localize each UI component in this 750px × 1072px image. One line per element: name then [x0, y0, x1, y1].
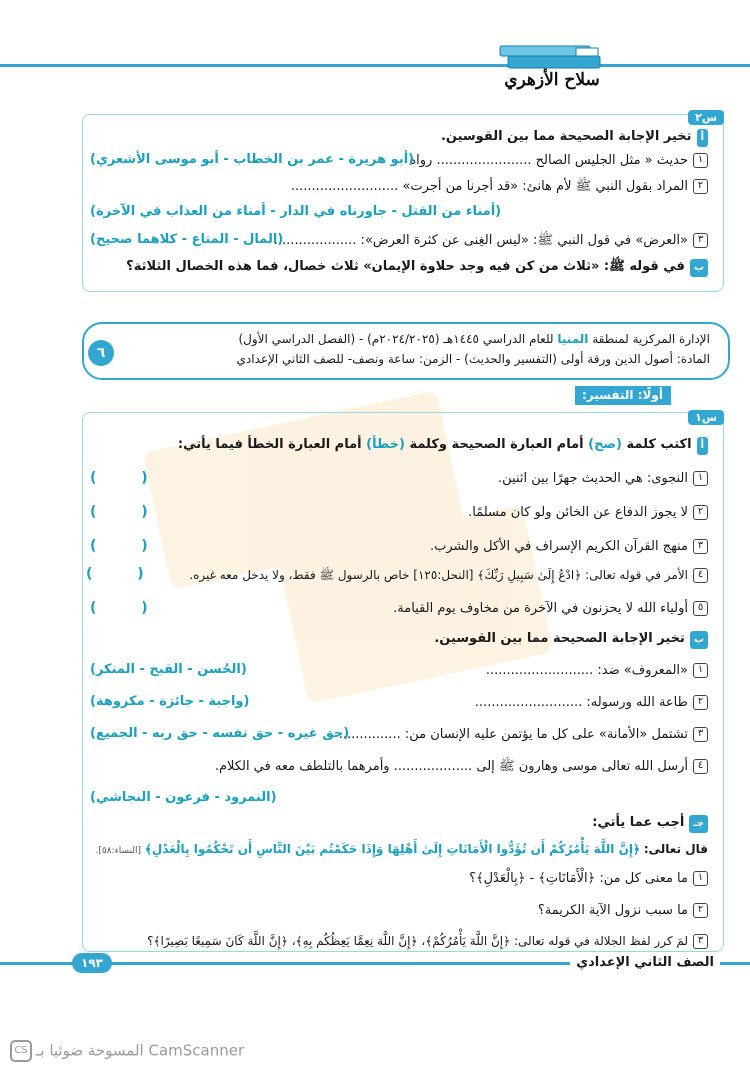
sub-question-title: بتخير الإجابة الصحيحة مما بين القوسين.: [434, 630, 708, 649]
sub-question-b: بفي قوله ﷺ: «ثلاث من كن فيه وجد حلاوة الإيمان» ثلاث خصال، فما هذه الخصال الثلاثة؟: [126, 258, 708, 277]
choice-item: ١«المعروف» ضد: ..........................: [486, 662, 708, 680]
answer-options: (المال - المتاع - كلاهما صحيح): [90, 232, 284, 247]
answer-item: ٣لمَ كرر لفظ الجلالة في قوله تعالى: ﴿إِنَّ اللَّهَ يَأْمُرُكُمْ﴾، ﴿إِنَّ اللَّهَ نِعِمَّا يَعِظُكُم بِهِ﴾، ﴿إِنَّ اللَّهَ كَانَ سَمِيعًا بَصِيرًا﴾؟: [147, 932, 708, 950]
answer-blank[interactable]: ( ): [90, 600, 168, 616]
sub-question-title: جـأجب عما يأتي:: [592, 814, 708, 833]
footer-grade: الصف الثاني الإعدادي: [570, 955, 720, 970]
brand-logo: [494, 42, 610, 94]
verse-line: قال تعالى: ﴿إِنَّ اللَّهَ يَأْمُرُكُمْ أَن تُؤَدُّوا الْأَمَانَاتِ إِلَىٰ أَهْلِهَا وَإِذَا حَكَمْتُم بَيْنَ النَّاسِ أَن تَحْكُمُوا بِالْعَدْلِ﴾ [النساء:٥٨].: [95, 842, 708, 856]
question-label: س٢: [688, 110, 724, 125]
brand-title: سلاح الأزهري: [504, 70, 600, 90]
answer-options: (حق غيره - حق نفسه - حق ربه - الجميع): [90, 726, 350, 741]
answer-options: (أبو هريرة - عمر بن الخطاب - أبو موسى الأشعري): [90, 152, 415, 167]
answer-item: ٢ما سبب نزول الآية الكريمة؟: [538, 902, 708, 920]
statement-item: ١النجوى: هي الحديث جهرًا بين اثنين.: [498, 470, 708, 488]
list-item: ٢المراد بقول النبي ﷺ لأم هانئ: «قد أجرنا من أجرت» ..........................: [291, 178, 708, 196]
answer-blank[interactable]: ( ): [86, 566, 164, 582]
choice-item: ٣تشتمل «الأمانة» على كل ما يؤتمن عليه الإنسان من: ...............: [339, 726, 708, 744]
statement-item: ٥أولياء الله لا يحزنون في الآخرة من مخاوف يوم القيامة.: [393, 600, 708, 618]
sub-question-title: أتخير الإجابة الصحيحة مما بين القوسين.: [441, 128, 708, 147]
exam-number-badge: ٦: [88, 340, 114, 366]
section-title: أولًا: التفسير:: [575, 386, 671, 405]
sub-question-title: أاكتب كلمة (صح) أمام العبارة الصحيحة وكلمة (خطأ) أمام العبارة الخطأ فيما يأتي:: [178, 436, 708, 455]
statement-item: ٤الأمر في قوله تعالى: ﴿ادْعُ إِلَىٰ سَبِيلِ رَبِّكَ﴾ [النحل:١٢٥] خاص بالرسول ﷺ فقط، ولا يدخل معه غيره.: [189, 566, 708, 584]
list-item: ١حديث « مثل الجليس الصالح ....................... رواه: [409, 152, 708, 170]
answer-options: (واجبة - جائزة - مكروهة): [90, 694, 250, 709]
exam-line-1: الإدارة المركزية لمنطقة المنيا للعام الدراسي ١٤٤٥هـ (٢٠٢٤/٢٠٢٥م) - (الفصل الدراسي الأول): [238, 332, 710, 346]
choice-item: ٤أرسل الله تعالى موسى وهارون ﷺ إلى ................... وأمرهما بالتلطف معه في الكلام.: [215, 758, 708, 776]
exam-line-2: المادة: أصول الدين ورقة أولى (التفسير والحديث) - الزمن: ساعة ونصف- للصف الثاني الإعدادي: [236, 352, 710, 366]
answer-options: (النمرود - فرعون - النجاشي): [90, 790, 277, 805]
answer-blank[interactable]: ( ): [90, 504, 168, 520]
statement-item: ٣منهج القرآن الكريم الإسراف في الأكل والشرب.: [430, 538, 708, 556]
camscanner-icon: CS: [10, 1040, 32, 1062]
answer-blank[interactable]: ( ): [90, 470, 168, 486]
scanner-watermark: [10, 1040, 244, 1062]
books-icon: [494, 42, 610, 72]
answer-blank[interactable]: ( ): [90, 538, 168, 554]
page-number: ١٩٣: [72, 953, 112, 973]
statement-item: ٢لا يجوز الدفاع عن الخائن ولو كان مسلمًا.: [468, 504, 708, 522]
sub-question-marker: أ: [697, 129, 708, 147]
question-label: س١: [688, 410, 724, 425]
choice-item: ٢طاعة الله ورسوله: ..........................: [475, 694, 708, 712]
answer-options: (أمناء من القتل - جاورناه في الدار - أمناء من العذاب في الآخرة): [90, 204, 502, 219]
answer-options: (الحُسن - القبح - المنكر): [90, 662, 247, 677]
list-item: ٣«العرض» في قول النبي ﷺ: «ليس الغِنى عن كثرة العرض»: ....................: [274, 232, 708, 250]
scanner-text: المسوحة ضوئيا بـ CamScanner: [36, 1041, 245, 1060]
answer-item: ١ما معنى كل من: ﴿الْأَمَانَاتِ﴾ - ﴿بِالْعَدْلِ﴾؟: [469, 870, 708, 888]
header-rule: [0, 64, 750, 67]
